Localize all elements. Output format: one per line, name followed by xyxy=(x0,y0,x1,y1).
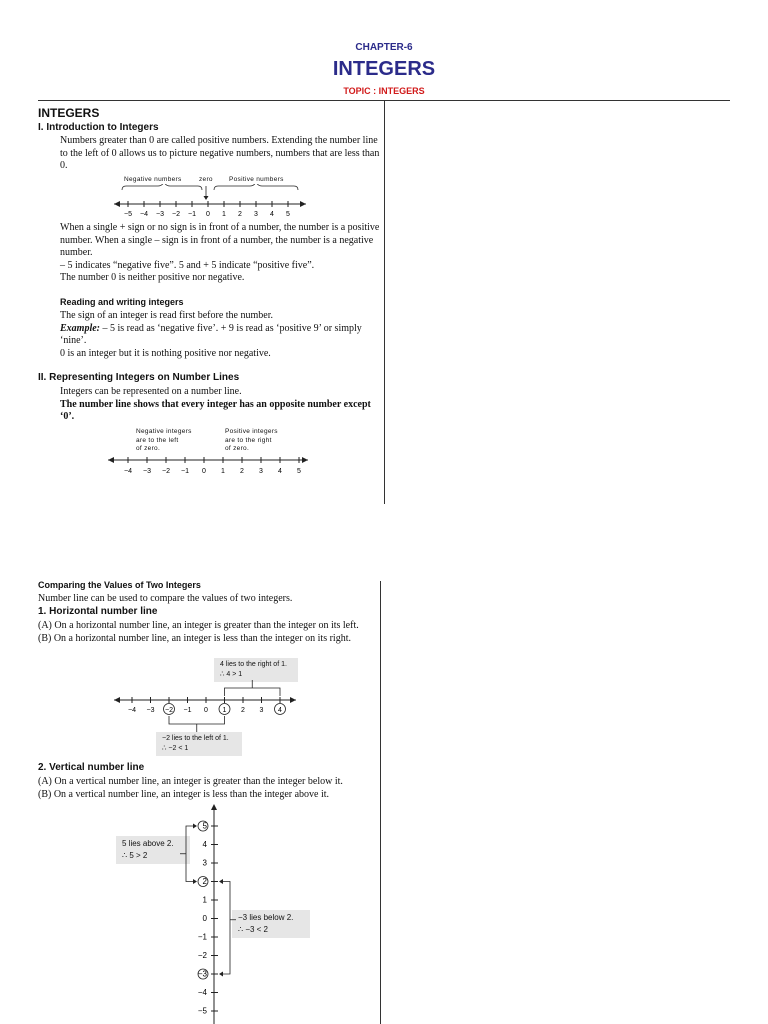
tick-label: 3 xyxy=(202,858,207,868)
tick-label: −4 xyxy=(140,211,148,218)
example-label: Example: xyxy=(60,322,100,334)
tick-label: 3 xyxy=(254,211,258,218)
chapter-label: CHAPTER-6 xyxy=(355,42,413,53)
tick-label: 0 xyxy=(206,211,210,218)
tick-label: −2 xyxy=(172,211,180,218)
negative-integers-note: Negative integers are to the left of zero. xyxy=(136,428,192,452)
tick-label: −1 xyxy=(188,211,196,218)
page-title: INTEGERS xyxy=(332,58,436,80)
tick-label: 4 xyxy=(202,840,207,849)
vertical-rules: (A) On a vertical number line, an integer is greater than the integer below it. (B) On a vertical number line, an integer is less than the integer above it. xyxy=(38,776,343,800)
horizontal-rules: (A) On a horizontal number line, an integer is greater than the integer on its left. (B) On a horizontal number line, an integer is less than the integer on its right. xyxy=(38,620,359,644)
tick-label: 3 xyxy=(259,707,264,714)
tick-label: 4 xyxy=(270,211,274,218)
tick-label: −2 xyxy=(197,951,207,960)
left-of-callout: −2 lies to the left of 1. ∴ −2 < 1 xyxy=(156,732,242,756)
tick-label: −1 xyxy=(197,932,207,942)
right-arrow-icon xyxy=(300,201,306,207)
tick-label: 0 xyxy=(202,468,206,475)
number-line-representing xyxy=(104,452,314,482)
bracket-arrow-icon xyxy=(219,972,223,977)
tick-label: −1 xyxy=(183,707,192,714)
tick-label: −4 xyxy=(124,468,132,475)
tick-label: 1 xyxy=(222,707,227,714)
reading-paragraph: The sign of an integer is read first before the number. Example: – 5 is read as ‘negative five’. + 9 is read as ‘positive 9’ or simply ‘nine’. 0 is an integer but it is nothing positive nor negative. xyxy=(60,310,362,359)
intro-paragraph: Numbers greater than 0 are called positive numbers. Extending the number line to the left of 0 allows us to picture negative numbers, numbers that are less than 0. xyxy=(60,135,380,171)
tick-label: 4 xyxy=(278,468,282,475)
tick-label: −2 xyxy=(162,468,170,475)
sign-paragraph: When a single + sign or no sign is in front of a number, the number is a positive number. When a single – sign is in front of a number, the number is a negative number. – 5 indicates “negative five”. 5 and + 5 indicate “positive five”. The number 0 is neither positive nor negative. xyxy=(60,222,380,283)
tick-label: −2 xyxy=(165,707,173,714)
left-arrow-icon xyxy=(114,697,120,703)
tick-label: 2 xyxy=(238,211,242,218)
tick-label: −3 xyxy=(197,969,207,979)
tick-label: −5 xyxy=(197,1006,207,1016)
vertical-number-line xyxy=(170,802,250,1024)
column-divider-top xyxy=(384,101,385,504)
right-bracket xyxy=(220,882,230,975)
bracket-arrow-icon xyxy=(193,824,197,829)
comparing-intro: Number line can be used to compare the values of two integers. xyxy=(38,593,293,604)
positive-integers-note: Positive integers are to the right of zero. xyxy=(225,428,278,452)
tick-label: 1 xyxy=(221,468,225,475)
right-arrow-icon xyxy=(290,697,296,703)
right-arrow-icon xyxy=(302,457,308,463)
above-callout: 5 lies above 2. ∴ 5 > 2 xyxy=(116,836,190,864)
tick-label: −3 xyxy=(156,211,164,218)
subheading-representing: II. Representing Integers on Number Lines xyxy=(38,372,240,383)
tick-label: −3 xyxy=(143,468,151,475)
tick-label: 1 xyxy=(222,211,226,218)
tick-label: 5 xyxy=(297,468,301,475)
below-callout: −3 lies below 2. ∴ −3 < 2 xyxy=(232,910,310,938)
down-arrow-icon xyxy=(204,196,209,200)
subheading-introduction: I. Introduction to Integers xyxy=(38,122,159,133)
vertical-heading: 2. Vertical number line xyxy=(38,762,145,773)
negative-numbers-label: Negative numbers xyxy=(124,176,182,183)
column-divider-bottom xyxy=(380,581,381,1024)
horizontal-heading: 1. Horizontal number line xyxy=(38,606,158,617)
representing-paragraph: Integers can be represented on a number line. The number line shows that every integer has an opposite number except ‘0’. xyxy=(60,386,371,422)
zero-label: zero xyxy=(199,176,213,183)
tick-label: −1 xyxy=(181,468,189,475)
negative-brace xyxy=(122,184,202,190)
tick-label: 4 xyxy=(278,707,282,714)
horizontal-number-line xyxy=(110,678,300,740)
number-line-intro xyxy=(110,184,310,224)
comparing-heading: Comparing the Values of Two Integers xyxy=(38,580,201,590)
section-heading-integers: INTEGERS xyxy=(38,106,100,120)
tick-label: 1 xyxy=(202,895,207,905)
reading-writing-heading: Reading and writing integers xyxy=(60,297,184,307)
tick-label: −4 xyxy=(197,988,207,997)
right-of-callout: 4 lies to the right of 1. ∴ 4 > 1 xyxy=(214,658,298,682)
bracket-arrow-icon xyxy=(193,879,197,884)
positive-numbers-label: Positive numbers xyxy=(229,176,284,183)
up-arrow-icon xyxy=(211,804,217,810)
positive-brace xyxy=(214,184,298,190)
tick-label: 5 xyxy=(202,821,207,831)
left-arrow-icon xyxy=(108,457,114,463)
tick-label: −5 xyxy=(124,211,132,218)
tick-label: 2 xyxy=(202,877,207,886)
tick-label: −4 xyxy=(128,707,136,714)
top-bracket xyxy=(225,688,281,696)
left-arrow-icon xyxy=(114,201,120,207)
left-bracket xyxy=(186,826,196,882)
tick-label: 2 xyxy=(240,468,244,475)
tick-label: 0 xyxy=(204,707,208,714)
topic-label: TOPIC : INTEGERS xyxy=(343,86,425,96)
tick-label: 5 xyxy=(286,211,290,218)
tick-label: 0 xyxy=(202,914,207,923)
tick-label: 2 xyxy=(241,707,245,714)
tick-label: −3 xyxy=(146,707,155,714)
tick-label: 3 xyxy=(259,468,263,475)
bottom-bracket xyxy=(169,716,225,724)
bracket-arrow-icon xyxy=(219,879,223,884)
